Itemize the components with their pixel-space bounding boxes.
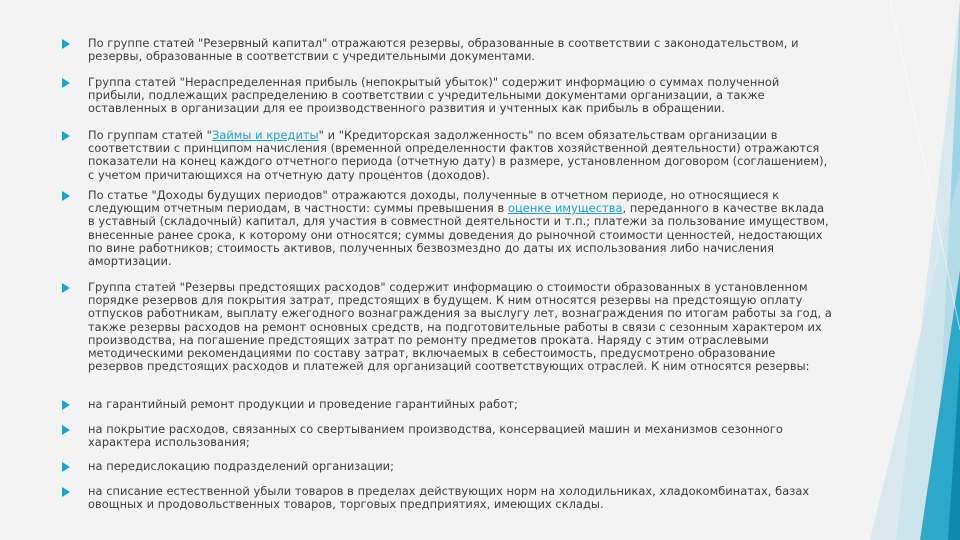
list-item	[62, 37, 832, 63]
triangle-bullet-icon	[62, 487, 70, 497]
paragraph-text: на передислокацию подразделений организации;	[88, 459, 395, 473]
triangle-bullet-icon	[62, 191, 70, 201]
paragraph-text: По группе статей "Резервный капитал" отражаются резервы, образованные в соответствии с законодательством, и резервы, образованные в соответствии с учредительными документами.	[88, 36, 799, 64]
list-item	[62, 189, 832, 268]
paragraph-text: Группа статей "Резервы предстоящих расходов" содержит информацию о стоимости образованных в установленном порядке резервов для покрытия затрат, предстоящих в будущем. К ним относятся резервы на предстоящую оплату отпусков работникам, выплату ежегодного вознаграждения за выслугу лет, вознаграждения по итогам работы за год, а также резервы расходов на ремонт основных средств, на подготовительные работы в связи с сезонным характером их производства, на погашение предстоящих затрат по ремонту предметов проката. Наряду с этим отраслевыми методическими рекомендациями по составу затрат, включаемых в себестоимость, предусмотрено образование резервов предстоящих расходов и платежей для организаций соответствующих отраслей. К ним относятся резервы:	[88, 280, 832, 374]
list-item	[62, 423, 832, 449]
list-item	[62, 76, 832, 116]
triangle-bullet-icon	[62, 425, 70, 435]
list-item	[62, 281, 832, 373]
text-after-link: , переданного в качестве вклада в уставный (складочный) капитал, для участия в совместной деятельности и т.п.; платежи за пользование имуществом, внесенные ранее срока, к которому они относятся; суммы доведения до рыночной стоимости ценностей, недостающих по вине работников; стоимость активов, полученных безвозмездно до даты их использования либо начисления амортизации.	[88, 201, 829, 269]
triangle-bullet-icon	[62, 462, 70, 472]
paragraph-text	[88, 189, 832, 268]
list-item	[62, 129, 832, 182]
loans-and-credits-link[interactable]: Займы и кредиты	[211, 128, 319, 142]
decorative-stripes	[830, 0, 960, 540]
list-item	[62, 398, 518, 411]
list-item	[62, 485, 832, 511]
triangle-bullet-icon	[62, 400, 70, 410]
paragraph-text: на гарантийный ремонт продукции и проведение гарантийных работ;	[88, 397, 518, 411]
triangle-bullet-icon	[62, 78, 70, 88]
property-valuation-link[interactable]: оценке имущества	[507, 201, 623, 216]
paragraph-text: на покрытие расходов, связанных со свертыванием производства, консервацией машин и механизмов сезонного характера использования;	[88, 422, 783, 450]
text-before-link: По группам статей "	[88, 128, 212, 142]
text-after-link: " и "Кредиторская задолженность" по всем обязательствам организации в соответствии с принципом начисления (временной определенности фактов хозяйственной деятельности) отражаются показатели на конец каждого отчетного периода (отчетную дату) в размере, установленном договором (соглашением), с учетом причитающихся на отчетную дату процентов (доходов).	[88, 128, 828, 182]
triangle-bullet-icon	[62, 131, 70, 141]
triangle-bullet-icon	[62, 39, 70, 49]
triangle-bullet-icon	[62, 283, 70, 293]
paragraph-text: Группа статей "Нераспределенная прибыль (непокрытый убыток)" содержит информацию о суммах полученной прибыли, подлежащих распределению в соответствии с учредительными документами организации, а также оставленных в организации для ее производственного развития и учтенных как прибыль в обращении.	[88, 75, 780, 116]
text-before-link: По статье "Доходы будущих периодов" отражаются доходы, полученные в отчетном периоде, но относящиеся к следующим отчетным периодам, в частности: суммы превышения в	[88, 188, 780, 216]
paragraph-text	[88, 129, 832, 182]
list-item	[62, 460, 394, 473]
paragraph-text: на списание естественной убыли товаров в пределах действующих норм на холодильниках, хладокомбинатах, базах овощных и продовольственных товаров, торговых предприятиях, имеющих склады.	[88, 484, 810, 512]
